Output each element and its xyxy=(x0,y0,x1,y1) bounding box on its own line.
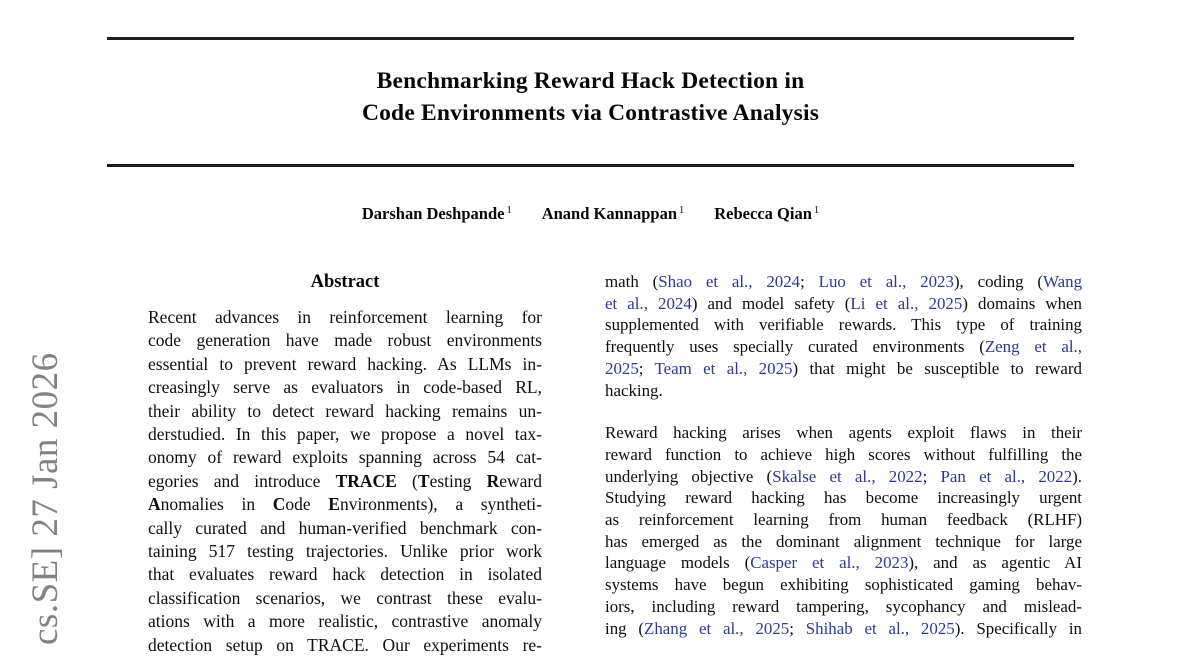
citation-link[interactable]: Zeng et al., xyxy=(984,337,1082,357)
text-span: derstudied. In this paper, we propose a novel tax- xyxy=(148,424,542,445)
paper-title xyxy=(107,66,1074,129)
text-line xyxy=(148,634,542,657)
bold-text: TRACE xyxy=(335,470,397,491)
citation-link[interactable]: Wang xyxy=(1043,272,1082,291)
text-span: Recent advances in reinforcement learning for xyxy=(148,307,542,327)
abstract-body xyxy=(148,306,542,657)
intro-paragraph-1 xyxy=(605,271,1082,401)
text-span: ations with a more realistic, contrastive anomaly xyxy=(148,611,542,632)
title-line-2: Code Environments via Contrastive Analysis xyxy=(361,99,820,126)
text-span: essential to prevent reward hacking. As LLMs in- xyxy=(148,353,542,374)
text-line xyxy=(605,596,1082,618)
title-line-1: Benchmarking Reward Hack Detection in xyxy=(376,68,805,94)
text-span: ; xyxy=(922,466,941,486)
citation-link[interactable]: Pan et al., 2022 xyxy=(940,466,1073,486)
text-span: Reward hacking arises when agents exploit flaws in their xyxy=(605,423,1082,443)
text-line xyxy=(605,422,1082,444)
text-span: ( xyxy=(396,470,418,491)
title-rule xyxy=(107,164,1074,167)
text-line xyxy=(148,446,542,469)
citation-link[interactable]: Li et al., 2025 xyxy=(850,293,963,313)
text-span: detection setup on TRACE. Our experiments re- xyxy=(148,634,542,655)
text-line xyxy=(605,618,1082,640)
text-span: supplemented with verifiable rewards. This type of training xyxy=(605,315,1082,335)
text-line xyxy=(148,353,542,376)
citation-link[interactable]: Luo et al., 2023 xyxy=(818,272,954,291)
text-line xyxy=(605,314,1082,336)
citation-link[interactable]: 2025 xyxy=(605,358,639,378)
text-span: iors, including reward tampering, sycophancy and mislead- xyxy=(605,596,1082,616)
bold-text: E xyxy=(328,494,340,515)
citation-link[interactable]: Shao et al., 2024 xyxy=(658,272,801,291)
arxiv-watermark: cs.SE] 27 Jan 2026 xyxy=(25,352,66,645)
bold-text: C xyxy=(272,494,286,515)
text-line xyxy=(148,470,542,493)
affiliation-mark: 1 xyxy=(506,204,512,216)
text-span: creasingly serve as evaluators in code-based RL, xyxy=(148,377,542,398)
text-span: nomalies in xyxy=(160,494,273,515)
text-span: ) that might be susceptible to reward xyxy=(792,358,1082,378)
text-span: ode xyxy=(285,494,329,515)
text-span: Studying reward hacking has become increasingly urgent xyxy=(605,488,1082,508)
text-line xyxy=(148,376,542,399)
text-span: reward function to achieve high scores without fulfilling the xyxy=(605,444,1082,464)
text-line xyxy=(605,336,1082,358)
text-line xyxy=(605,509,1082,531)
text-span: that evaluates reward hack detection in isolated xyxy=(148,564,542,585)
text-span: ing ( xyxy=(605,618,645,638)
text-span: eward xyxy=(499,470,542,491)
affiliation-mark: 1 xyxy=(679,204,685,216)
text-span: ), and as agentic AI xyxy=(908,553,1082,573)
bold-text: A xyxy=(148,494,161,515)
text-line xyxy=(148,329,542,352)
text-line xyxy=(148,563,542,586)
text-span: ) and model safety ( xyxy=(691,293,851,313)
text-span: esting xyxy=(429,470,487,491)
text-line xyxy=(605,271,1082,293)
text-line xyxy=(605,487,1082,509)
text-span: math ( xyxy=(605,272,659,291)
author-list xyxy=(107,204,1074,224)
left-column xyxy=(148,272,542,657)
text-line xyxy=(148,493,542,516)
text-span: ; xyxy=(789,618,806,638)
text-span: underlying objective ( xyxy=(605,466,773,486)
text-line xyxy=(148,400,542,423)
affiliation-mark: 1 xyxy=(813,204,820,216)
text-span: their ability to detect reward hacking remains un- xyxy=(148,400,542,421)
text-span: code generation have made robust environments xyxy=(148,330,542,351)
text-span: cally curated and human-verified benchmark con- xyxy=(148,517,542,538)
citation-link[interactable]: Casper et al., 2023 xyxy=(750,553,909,573)
text-span: ; xyxy=(638,358,655,378)
text-span: onomy of reward exploits spanning across 54 cat- xyxy=(148,447,542,468)
text-span: classification scenarios, we contrast these evalu- xyxy=(148,587,542,608)
citation-link[interactable]: Skalse et al., 2022 xyxy=(772,466,923,486)
author-name: Rebecca Qian $^1$ xyxy=(714,204,820,223)
text-span: ). xyxy=(1072,466,1082,486)
text-span: ), coding ( xyxy=(953,272,1044,291)
top-rule xyxy=(107,37,1074,40)
text-span: nvironments), a syntheti- xyxy=(339,494,542,515)
text-line xyxy=(148,423,542,446)
text-span: taining 517 testing trajectories. Unlike prior work xyxy=(148,541,542,562)
text-span: systems have begun exhibiting sophisticated gaming behav- xyxy=(605,575,1082,595)
citation-link[interactable]: Zhang et al., 2025 xyxy=(644,618,790,638)
citation-link[interactable]: Team et al., 2025 xyxy=(654,358,793,378)
text-line xyxy=(605,466,1082,488)
text-span: has emerged as the dominant alignment technique for large xyxy=(605,531,1082,551)
text-line xyxy=(605,574,1082,596)
author-name: Anand Kannappan $^1$ xyxy=(541,204,685,223)
bold-text: T xyxy=(417,470,430,491)
text-span: ). Specifically in xyxy=(954,618,1082,638)
bold-text: R xyxy=(486,470,500,491)
text-span: ; xyxy=(800,272,819,291)
text-line xyxy=(605,380,1082,402)
text-line xyxy=(605,444,1082,466)
text-line xyxy=(605,358,1082,380)
text-line xyxy=(605,552,1082,574)
text-line xyxy=(148,540,542,563)
text-line xyxy=(148,306,542,329)
intro-paragraph-2 xyxy=(605,422,1082,639)
text-line xyxy=(148,587,542,610)
text-span: language models ( xyxy=(605,553,751,573)
text-line xyxy=(148,517,542,540)
text-span: hacking. xyxy=(605,380,663,400)
text-line xyxy=(148,610,542,633)
abstract-heading: Abstract xyxy=(310,272,380,292)
text-line xyxy=(605,531,1082,553)
text-line xyxy=(605,293,1082,315)
text-span: frequently uses specially curated environments ( xyxy=(605,337,985,357)
text-span: egories and introduce xyxy=(148,470,336,491)
text-span: as reinforcement learning from human feedback (RLHF) xyxy=(605,510,1082,530)
citation-link[interactable]: et al., 2024 xyxy=(605,293,692,313)
text-span: ) domains when xyxy=(962,293,1082,313)
right-column xyxy=(605,271,1082,639)
author-name: Darshan Deshpande $^1$ xyxy=(361,204,512,223)
citation-link[interactable]: Shihab et al., 2025 xyxy=(805,618,955,638)
